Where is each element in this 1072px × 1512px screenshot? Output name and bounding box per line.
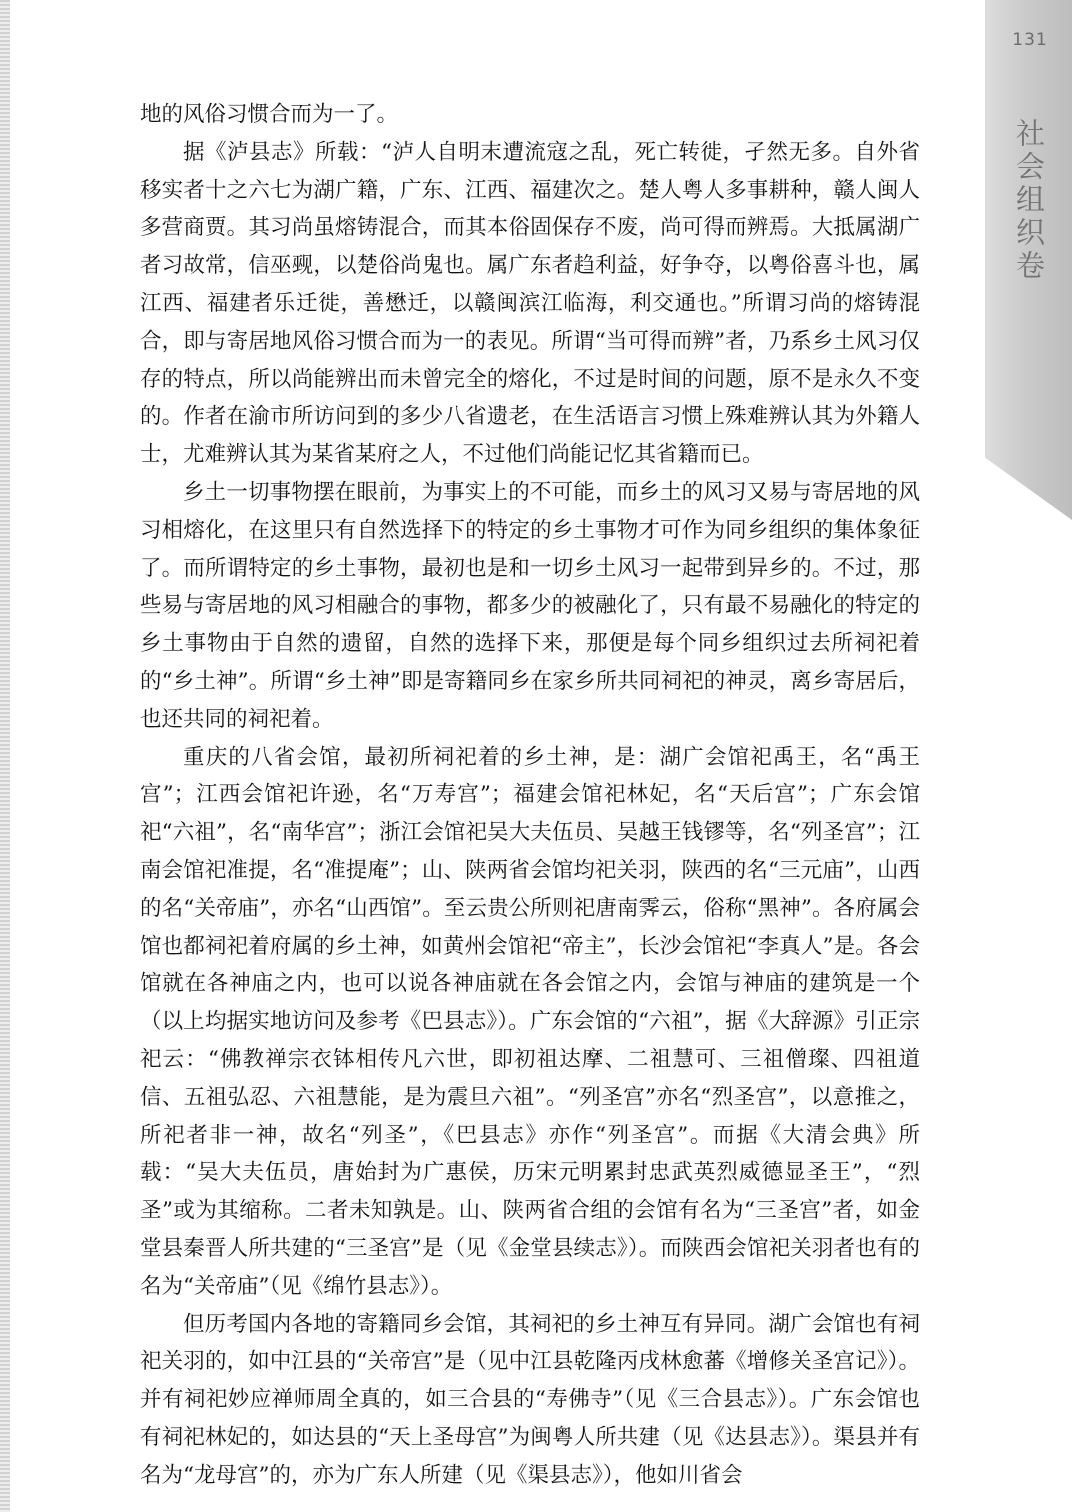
paragraph-2: 据《泸县志》所载：“泸人自明末遭流寇之乱，死亡转徙，孑然无多。自外省移实者十之六七为湖广籍，广东、江西、福建次之。楚人粤人多事耕种，赣人闽人多营商贾。其习尚虽熔铸混合，而其本俗固保存不废，尚可得而辨焉。大抵属湖广者习故常，信巫觋，以楚俗尚鬼也。属广东者趋利益，好争夺，以粤俗喜斗也，属江西、福建者乐迁徙，善懋迁，以赣闽滨江临海，利交通也。”所谓习尚的熔铸混合，即与寄居地风俗习惯合而为一的表见。所谓“当可得而辨”者，乃系乡土风习仅存的特点，所以尚能辨出而未曾完全的熔化，不过是时间的问题，原不是永久不变的。作者在渝市所访问到的多少八省遗老，在生活语言习惯上殊难辨认其为外籍人士，尤难辨认其为某省某府之人，不过他们尚能记忆其省籍而已。 bbox=[140, 139, 920, 468]
page-left-edge bbox=[0, 0, 10, 1512]
volume-title: 社会组织卷 bbox=[1012, 118, 1046, 283]
paragraph-1: 地的风俗习惯合而为一了。 bbox=[140, 102, 399, 127]
body-text bbox=[140, 96, 920, 1494]
page-number: 131 bbox=[1012, 30, 1048, 50]
paragraph-4: 重庆的八省会馆，最初所祠祀着的乡土神，是：湖广会馆祀禹王，名“禹王宫”；江西会馆祀许逊，名“万寿宫”；福建会馆祀林妃，名“天后宫”；广东会馆祀“六祖”，名“南华宫”；浙江会馆祀吴大夫伍员、吴越王钱镠等，名“列圣宫”；江南会馆祀准提，名“准提庵”；山、陕两省会馆均祀关羽，陕西的名“三元庙”，山西的名“关帝庙”，亦名“山西馆”。至云贵公所则祀唐南霁云，俗称“黑神”。各府属会馆也都祠祀着府属的乡土神，如黄州会馆祀“帝主”，长沙会馆祀“李真人”是。各会馆就在各神庙之内，也可以说各神庙就在各会馆之内，会馆与神庙的建筑是一个（以上均据实地访问及参考《巴县志》）。广东会馆的“六祖”，据《大辞源》引正宗祀云：“佛教禅宗衣钵相传凡六世，即初祖达摩、二祖慧可、三祖僧璨、四祖道信、五祖弘忍、六祖慧能，是为震旦六祖”。“列圣宫”亦名“烈圣宫”，以意推之，所祀者非一神，故名“列圣”，《巴县志》亦作“列圣宫”。而据《大清会典》所载：“吴大夫伍员，唐始封为广惠侯，历宋元明累封忠武英烈威德显圣王”，“烈圣”或为其缩称。二者未知孰是。山、陕两省合组的会馆有名为“三圣宫”者，如金堂县秦晋人所共建的“三圣宫”是（见《金堂县续志》）。而陕西会馆祀关羽者也有的名为“关帝庙”（见《绵竹县志》）。 bbox=[140, 744, 920, 1299]
paragraph-5: 但历考国内各地的寄籍同乡会馆，其祠祀的乡土神互有异同。湖广会馆也有祠祀关羽的，如中江县的“关帝宫”是（见中江县乾隆丙戌林愈蕃《增修关圣宫记》）。并有祠祀妙应禅师周全真的，如三合县的“寿佛寺”（见《三合县志》）。广东会馆也有祠祀林妃的，如达县的“天上圣母宫”为闽粤人所共建（见《达县志》）。渠县并有名为“龙母宫”的，亦为广东人所建（见《渠县志》），他如川省会 bbox=[140, 1311, 920, 1488]
paragraph-3: 乡土一切事物摆在眼前，为事实上的不可能，而乡土的风习又易与寄居地的风习相熔化，在这里只有自然选择下的特定的乡土事物才可作为同乡组织的集体象征了。而所谓特定的乡土事物，最初也是和一切乡土风习一起带到异乡的。不过，那些易与寄居地的风习相融合的事物，都多少的被融化了，只有最不易融化的特定的乡土事物由于自然的遗留，自然的选择下来，那便是每个同乡组织过去所祠祀着的“乡土神”。所谓“乡土神”即是寄籍同乡在家乡所共同祠祀的神灵，离乡寄居后，也还共同的祠祀着。 bbox=[140, 479, 920, 732]
